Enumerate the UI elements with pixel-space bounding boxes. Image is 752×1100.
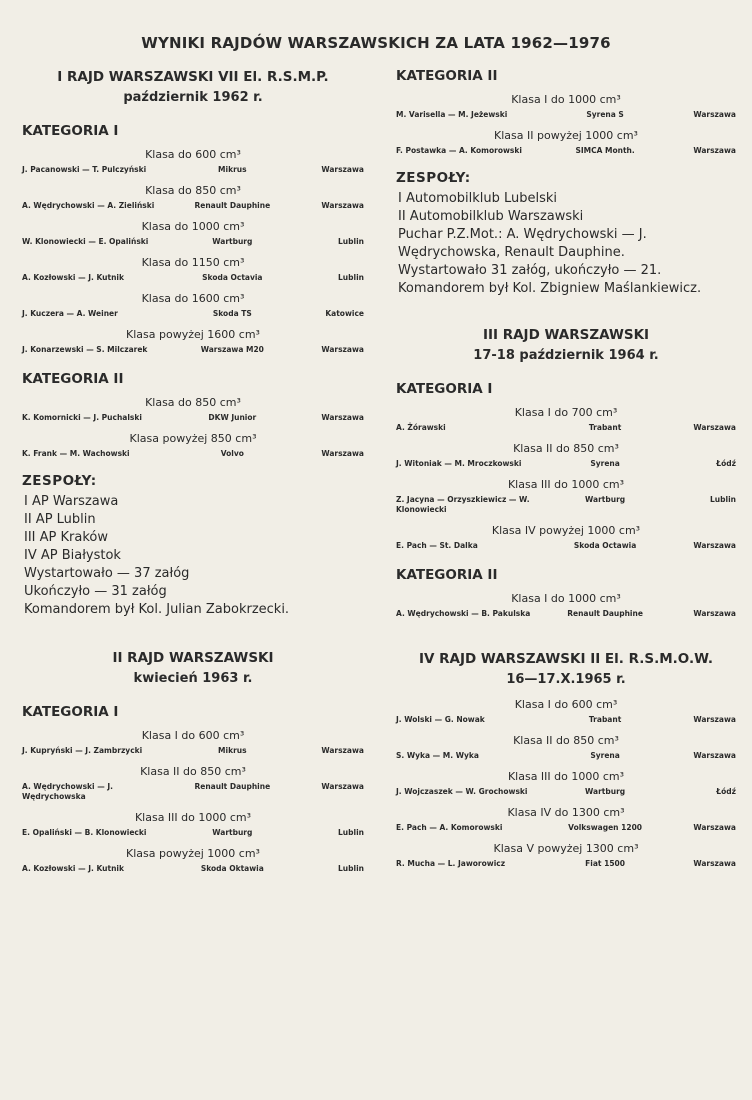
teams-heading: ZESPOŁY: bbox=[396, 170, 471, 186]
teams-heading: ZESPOŁY: bbox=[22, 473, 97, 489]
result-row bbox=[396, 541, 736, 551]
result-row bbox=[22, 237, 364, 247]
result-city: Warszawa bbox=[321, 449, 364, 458]
result-car: Mikrus bbox=[218, 165, 247, 174]
result-car: Fiat 1500 bbox=[585, 859, 625, 868]
class-heading: Klasa I do 600 cm³ bbox=[141, 729, 245, 742]
result-row bbox=[22, 864, 364, 874]
result-car: Wartburg bbox=[212, 828, 253, 837]
result-car: Syrena bbox=[590, 751, 620, 760]
result-crew: J. Wojczaszek — W. Grochowski bbox=[396, 787, 528, 796]
result-crew: A. Kozłowski — J. Kutnik bbox=[22, 273, 124, 282]
result-city: Warszawa bbox=[693, 859, 736, 868]
rally-date: październik 1962 r. bbox=[123, 90, 263, 105]
class-heading: Klasa I do 1000 cm³ bbox=[511, 93, 621, 106]
result-city: Warszawa bbox=[321, 782, 364, 791]
result-city: Warszawa bbox=[693, 423, 736, 432]
result-crew: A. Wędrychowski — B. Pakulska bbox=[396, 609, 531, 618]
right-column bbox=[396, 68, 736, 872]
class-list bbox=[22, 729, 364, 874]
result-crew: J. Kuczera — A. Weiner bbox=[22, 309, 118, 318]
result-crew: K. Frank — M. Wachowski bbox=[22, 449, 130, 458]
class-list bbox=[396, 406, 736, 551]
result-car: Warszawa M20 bbox=[200, 345, 264, 354]
class-heading: Klasa IV powyżej 1000 cm³ bbox=[491, 524, 641, 537]
text-line: Ukończyło — 31 załóg bbox=[24, 584, 167, 599]
result-crew: F. Postawka — A. Komorowski bbox=[396, 146, 522, 155]
class-heading: Klasa powyżej 1600 cm³ bbox=[126, 328, 260, 341]
result-city: Warszawa bbox=[693, 715, 736, 724]
result-crew: A. Wędrychowski — A. Zieliński bbox=[22, 201, 155, 210]
category-heading: KATEGORIA I bbox=[396, 381, 493, 397]
result-car: Wartburg bbox=[585, 495, 626, 504]
result-row bbox=[396, 459, 736, 469]
category-heading: KATEGORIA I bbox=[22, 123, 119, 139]
result-car: Skoda Octawia bbox=[573, 541, 637, 550]
class-heading: Klasa III do 1000 cm³ bbox=[507, 770, 625, 783]
text-line: Wystartowało — 37 załóg bbox=[24, 566, 190, 581]
result-car: Volkswagen 1200 bbox=[568, 823, 643, 832]
result-row bbox=[396, 495, 736, 515]
result-car: DKW Junior bbox=[208, 413, 257, 422]
class-heading: Klasa do 600 cm³ bbox=[145, 148, 241, 161]
result-car: Renault Dauphine bbox=[567, 609, 643, 618]
class-heading: Klasa do 850 cm³ bbox=[145, 396, 241, 409]
class-list bbox=[396, 698, 736, 869]
result-car: Wartburg bbox=[585, 787, 626, 796]
result-city: Warszawa bbox=[321, 165, 364, 174]
result-row bbox=[22, 413, 364, 423]
result-row bbox=[22, 828, 364, 838]
result-car: Skoda Octavia bbox=[202, 273, 263, 282]
rally-date: 17-18 październik 1964 r. bbox=[473, 348, 659, 363]
result-row bbox=[22, 309, 364, 319]
result-city: Warszawa bbox=[321, 746, 364, 755]
result-crew: A. Kozłowski — J. Kutnik bbox=[22, 864, 124, 873]
class-list bbox=[22, 396, 364, 459]
result-crew: A. Wędrychowski — J. Wędrychowska bbox=[22, 782, 113, 801]
rally-title: IV RAJD WARSZAWSKI II El. R.S.M.O.W. bbox=[418, 651, 714, 667]
text-line: I Automobilklub Lubelski bbox=[398, 191, 558, 206]
result-car: Mikrus bbox=[218, 746, 247, 755]
result-car: SIMCA Month. bbox=[575, 146, 635, 155]
result-city: Łódź bbox=[716, 459, 736, 468]
category-heading: KATEGORIA II bbox=[396, 68, 498, 84]
result-row bbox=[22, 449, 364, 459]
result-city: Łódź bbox=[716, 787, 736, 796]
result-crew: E. Opaliński — B. Klonowiecki bbox=[22, 828, 147, 837]
result-row bbox=[396, 609, 736, 619]
result-row bbox=[396, 787, 736, 797]
class-heading: Klasa II do 850 cm³ bbox=[513, 442, 619, 455]
class-heading: Klasa do 1600 cm³ bbox=[141, 292, 245, 305]
class-list bbox=[22, 148, 364, 355]
result-crew: J. Wolski — G. Nowak bbox=[396, 715, 485, 724]
category-heading: KATEGORIA II bbox=[396, 567, 498, 583]
class-heading: Klasa III do 1000 cm³ bbox=[134, 811, 252, 824]
text-line: I AP Warszawa bbox=[24, 494, 119, 509]
page-title: WYNIKI RAJDÓW WARSZAWSKICH ZA LATA 1962—1976 bbox=[141, 34, 611, 52]
result-city: Warszawa bbox=[693, 751, 736, 760]
class-heading: Klasa II do 850 cm³ bbox=[513, 734, 619, 747]
class-heading: Klasa powyżej 1000 cm³ bbox=[126, 847, 260, 860]
result-city: Katowice bbox=[325, 309, 364, 318]
text-line: IV AP Białystok bbox=[24, 548, 121, 563]
result-car: Renault Dauphine bbox=[194, 201, 271, 210]
category-heading: KATEGORIA I bbox=[22, 704, 119, 720]
result-row bbox=[396, 423, 736, 433]
class-heading: Klasa II powyżej 1000 cm³ bbox=[494, 129, 638, 142]
category-heading: KATEGORIA II bbox=[22, 371, 124, 387]
result-city: Lublin bbox=[338, 864, 364, 873]
result-crew: Z. Jacyna — Orzyszkiewicz — W. Klonowiecki bbox=[396, 495, 530, 514]
class-heading: Klasa powyżej 850 cm³ bbox=[129, 432, 257, 445]
class-heading: Klasa IV do 1300 cm³ bbox=[507, 806, 625, 819]
result-crew: E. Pach — St. Dalka bbox=[396, 541, 478, 550]
result-row bbox=[396, 146, 736, 156]
result-crew: R. Mucha — L. Jaworowicz bbox=[396, 859, 506, 868]
result-crew: J. Pacanowski — T. Pulczyński bbox=[22, 165, 147, 174]
result-car: Skoda Oktawia bbox=[200, 864, 264, 873]
class-list bbox=[396, 93, 736, 156]
result-crew: J. Witoniak — M. Mroczkowski bbox=[396, 459, 522, 468]
text-line: Wystartowało 31 załóg, ukończyło — 21. bbox=[398, 263, 662, 278]
result-city: Warszawa bbox=[693, 110, 736, 119]
result-crew: A. Żórawski bbox=[396, 423, 446, 432]
result-city: Warszawa bbox=[321, 201, 364, 210]
rally-date: 16—17.X.1965 r. bbox=[506, 672, 626, 687]
class-heading: Klasa do 1000 cm³ bbox=[141, 220, 245, 233]
result-row bbox=[22, 165, 364, 175]
result-car: Renault Dauphine bbox=[194, 782, 271, 791]
result-crew: S. Wyka — M. Wyka bbox=[396, 751, 479, 760]
class-heading: Klasa III do 1000 cm³ bbox=[507, 478, 625, 491]
rally-date: kwiecień 1963 r. bbox=[133, 671, 253, 686]
result-row bbox=[22, 746, 364, 756]
line-list bbox=[22, 493, 364, 619]
result-row bbox=[22, 782, 364, 802]
result-city: Lublin bbox=[338, 273, 364, 282]
result-car: Trabant bbox=[588, 715, 622, 724]
result-row bbox=[396, 751, 736, 761]
result-car: Syrena bbox=[590, 459, 620, 468]
class-heading: Klasa I do 600 cm³ bbox=[514, 698, 618, 711]
class-list bbox=[396, 592, 736, 619]
result-car: Syrena S bbox=[586, 110, 624, 119]
result-crew: E. Pach — A. Komorowski bbox=[396, 823, 503, 832]
class-heading: Klasa V powyżej 1300 cm³ bbox=[493, 842, 639, 855]
result-city: Warszawa bbox=[321, 345, 364, 354]
result-row bbox=[396, 110, 736, 120]
text-line: III AP Kraków bbox=[24, 530, 108, 545]
text-line: II AP Lublin bbox=[24, 512, 96, 527]
result-city: Lublin bbox=[338, 828, 364, 837]
result-crew: W. Klonowiecki — E. Opaliński bbox=[22, 237, 149, 246]
result-row bbox=[396, 859, 736, 869]
result-row bbox=[396, 715, 736, 725]
result-crew: K. Komornicki — J. Puchalski bbox=[22, 413, 142, 422]
class-heading: Klasa II do 850 cm³ bbox=[140, 765, 246, 778]
result-city: Warszawa bbox=[321, 413, 364, 422]
result-crew: J. Konarzewski — S. Milczarek bbox=[22, 345, 148, 354]
result-city: Warszawa bbox=[693, 823, 736, 832]
text-line: Puchar P.Z.Mot.: A. Wędrychowski — J. Wędrychowska, Renault Dauphine. bbox=[398, 227, 647, 260]
rally-title: II RAJD WARSZAWSKI bbox=[112, 650, 274, 666]
result-row bbox=[22, 273, 364, 283]
result-row bbox=[22, 345, 364, 355]
class-heading: Klasa do 1150 cm³ bbox=[141, 256, 245, 269]
class-heading: Klasa do 850 cm³ bbox=[145, 184, 241, 197]
result-city: Warszawa bbox=[693, 609, 736, 618]
text-line: Komandorem był Kol. Julian Zabokrzecki. bbox=[24, 602, 290, 617]
left-column bbox=[22, 68, 364, 877]
rally-title: III RAJD WARSZAWSKI bbox=[482, 327, 650, 343]
text-line: Komandorem był Kol. Zbigniew Maślankiewicz. bbox=[398, 281, 702, 296]
result-city: Lublin bbox=[338, 237, 364, 246]
result-car: Skoda TS bbox=[212, 309, 252, 318]
result-crew: J. Kupryński — J. Zambrzycki bbox=[22, 746, 143, 755]
result-crew: M. Varisella — M. Jeżewski bbox=[396, 110, 508, 119]
result-car: Trabant bbox=[588, 423, 622, 432]
result-city: Warszawa bbox=[693, 146, 736, 155]
result-row bbox=[22, 201, 364, 211]
class-heading: Klasa I do 700 cm³ bbox=[514, 406, 618, 419]
rally-title: I RAJD WARSZAWSKI VII El. R.S.M.P. bbox=[57, 69, 329, 85]
line-list bbox=[396, 190, 736, 298]
result-car: Wartburg bbox=[212, 237, 253, 246]
text-line: II Automobilklub Warszawski bbox=[398, 209, 584, 224]
result-row bbox=[396, 823, 736, 833]
class-heading: Klasa I do 1000 cm³ bbox=[511, 592, 621, 605]
result-city: Lublin bbox=[710, 495, 736, 504]
result-car: Volvo bbox=[220, 449, 244, 458]
result-city: Warszawa bbox=[693, 541, 736, 550]
